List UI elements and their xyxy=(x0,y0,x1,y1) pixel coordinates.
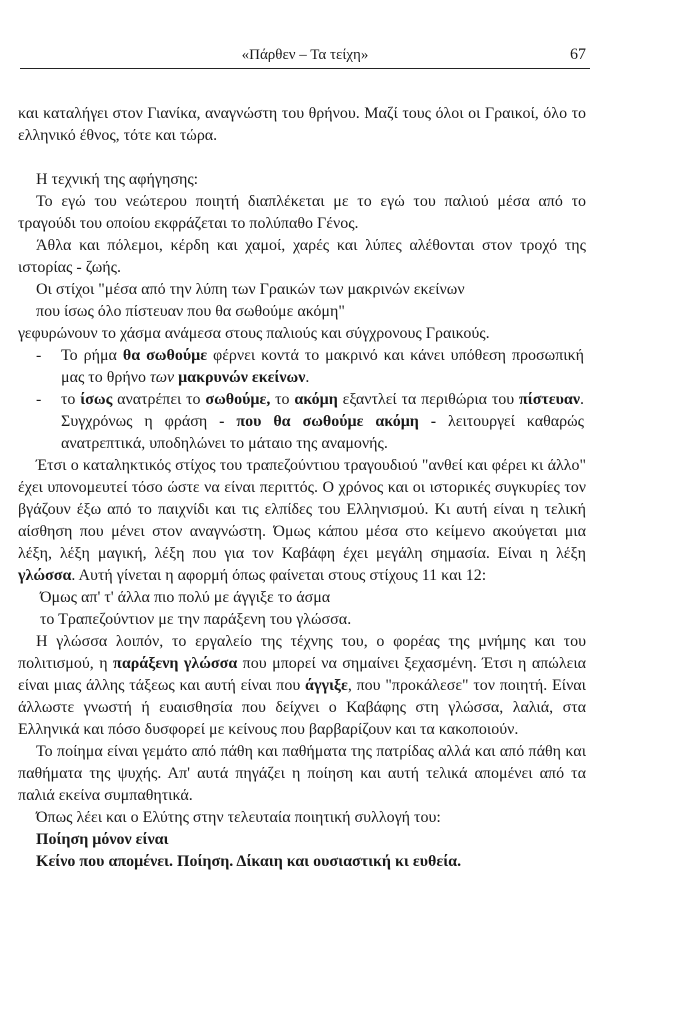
bullet-item-1 xyxy=(18,345,586,389)
closing-quote-line-1: Ποίηση μόνον είναι xyxy=(36,831,169,848)
verse-line-11: Όμως απ' τ' άλλα πιο πολύ με άγγιξε το άσμα xyxy=(40,589,331,606)
dash-marker: - xyxy=(36,347,42,364)
text-run: . xyxy=(305,369,310,386)
text-run: , που "προκάλεσε" τον ποιητή. Είναι άλλωστε γνωστή ή ευαισθησία που δείχνει ο Καβάφης στη γλώσσα, λαλιά, στα Ελληνικά και πόσο δυσφορεί με κείνους που βαρβαρίζουν και τα κακοποιούν. xyxy=(18,677,586,738)
paragraph-2: Η τεχνική της αφήγησης: xyxy=(36,171,199,188)
text-run: Έτσι ο καταληκτικός στίχος του τραπεζούντιου τραγουδιού "ανθεί και φέρει κι άλλο" έχει υπονομευτεί τόσο ώστε να είναι περιττός. Ο χρόνος και οι ιστορικές συγκυρίες τον βγάζουν έξω από το παιχνίδι και τις ελπίδες του Ελληνισμού. Κι αυτή είναι η τελική αίσθηση που μένει στον αναγνώστη. Όμως κάπου μέσα στο κείμενο ακούγεται μια λέξη, λέξη μαγική, λέξη που για τον Καβάφη έχει μεγάλη σημασία. Είναι η λέξη xyxy=(18,457,586,562)
text-run: το xyxy=(270,391,295,408)
bold-run: πίστευαν xyxy=(518,391,580,408)
page-number: 67 xyxy=(570,46,586,63)
bold-run: παράξενη γλώσσα xyxy=(113,655,238,672)
bold-run: μακρυνών εκείνων xyxy=(178,369,306,386)
text-run: που μπορεί να σημαίνει ξεχασμένη. Έτσι η απώλεια είναι μιας άλλης τάξεως και αυτή είναι που xyxy=(18,655,587,694)
bold-run: - που θα σωθούμε ακόμη - xyxy=(219,413,437,430)
text-run: Το ρήμα xyxy=(61,347,123,364)
bold-run: άγγιξε xyxy=(305,677,348,694)
bold-run: ίσως xyxy=(80,391,113,408)
text-run: λειτουργεί καθαρώς ανατρεπτικά, υποδηλώνει το μάταιο της αναμονής. xyxy=(61,413,585,452)
paragraph-10: Όπως λέει και ο Ελύτης στην τελευταία ποιητική συλλογή του: xyxy=(36,809,441,826)
paragraph-4: Άθλα και πόλεμοι, κέρδη και χαμοί, χαρές και λύπες αλέθονται στον τροχό της ιστορίας - ζωής. xyxy=(18,237,586,276)
bullet-item-2 xyxy=(18,389,586,455)
quoted-verse-1: Οι στίχοι "μέσα από την λύπη των Γραικών των μακρινών εκείνων xyxy=(36,281,465,298)
bold-run: θα σωθούμε xyxy=(122,347,208,364)
text-run: ανατρέπει το xyxy=(112,391,206,408)
text-run: . Αυτή γίνεται η αφορμή όπως φαίνεται στους στίχους 11 και 12: xyxy=(71,567,487,584)
verse-line-12: το Τραπεζούντιον με την παράξενη του γλώσσα. xyxy=(40,611,352,628)
text-run: Η γλώσσα λοιπόν, το εργαλείο της τέχνης του, ο φορέας της μνήμης και του πολιτισμού, η xyxy=(18,633,586,672)
paragraph-9: Το ποίημα είναι γεμάτο από πάθη και παθήματα της πατρίδας αλλά και από πάθη και παθήματα της ψυχής. Απ' αυτά πηγάζει η ποίηση και αυτή τελικά απομένει από τα παλιά εκείνα συμπαθητικά. xyxy=(18,743,586,804)
running-title: «Πάρθεν – Τα τείχη» xyxy=(241,47,369,63)
page-header xyxy=(20,44,590,69)
bold-run: σωθούμε, xyxy=(205,391,271,408)
paragraph-8 xyxy=(18,631,586,741)
closing-quote-line-2: Κείνο που απομένει. Ποίηση. Δίκαιη και ουσιαστική κι ευθεία. xyxy=(36,853,462,870)
bold-run: ακόμη xyxy=(294,391,338,408)
text-run: . Συγχρόνως η φράση xyxy=(61,391,584,430)
page-body xyxy=(18,103,586,873)
paragraph-7 xyxy=(18,455,586,587)
quoted-verse-2: που ίσως όλο πίστευαν που θα σωθούμε ακόμη" xyxy=(36,303,345,320)
paragraph-3: Το εγώ του νεώτερου ποιητή διαπλέκεται με το εγώ του παλιού μέσα από το τραγούδι του οποίου εκφράζεται το πολύπαθο Γένος. xyxy=(18,193,586,232)
paragraph-1: και καταλήγει στον Γιανίκα, αναγνώστη του θρήνου. Μαζί τους όλοι οι Γραικοί, όλο το ελληνικό έθνος, τότε και τώρα. xyxy=(18,105,586,144)
dash-marker: - xyxy=(36,391,42,408)
text-run: φέρνει κοντά το μακρινό και κάνει υπόθεση προσωπική μας το θρήνο xyxy=(61,347,585,386)
text-run: το xyxy=(61,391,81,408)
paragraph-6: γεφυρώνουν το χάσμα ανάμεσα στους παλιούς και σύγχρονους Γραικούς. xyxy=(18,325,490,342)
bold-run: γλώσσα xyxy=(18,567,72,584)
text-run: εξαντλεί τα περιθώρια του xyxy=(337,391,519,408)
italic-run: των xyxy=(149,369,175,386)
